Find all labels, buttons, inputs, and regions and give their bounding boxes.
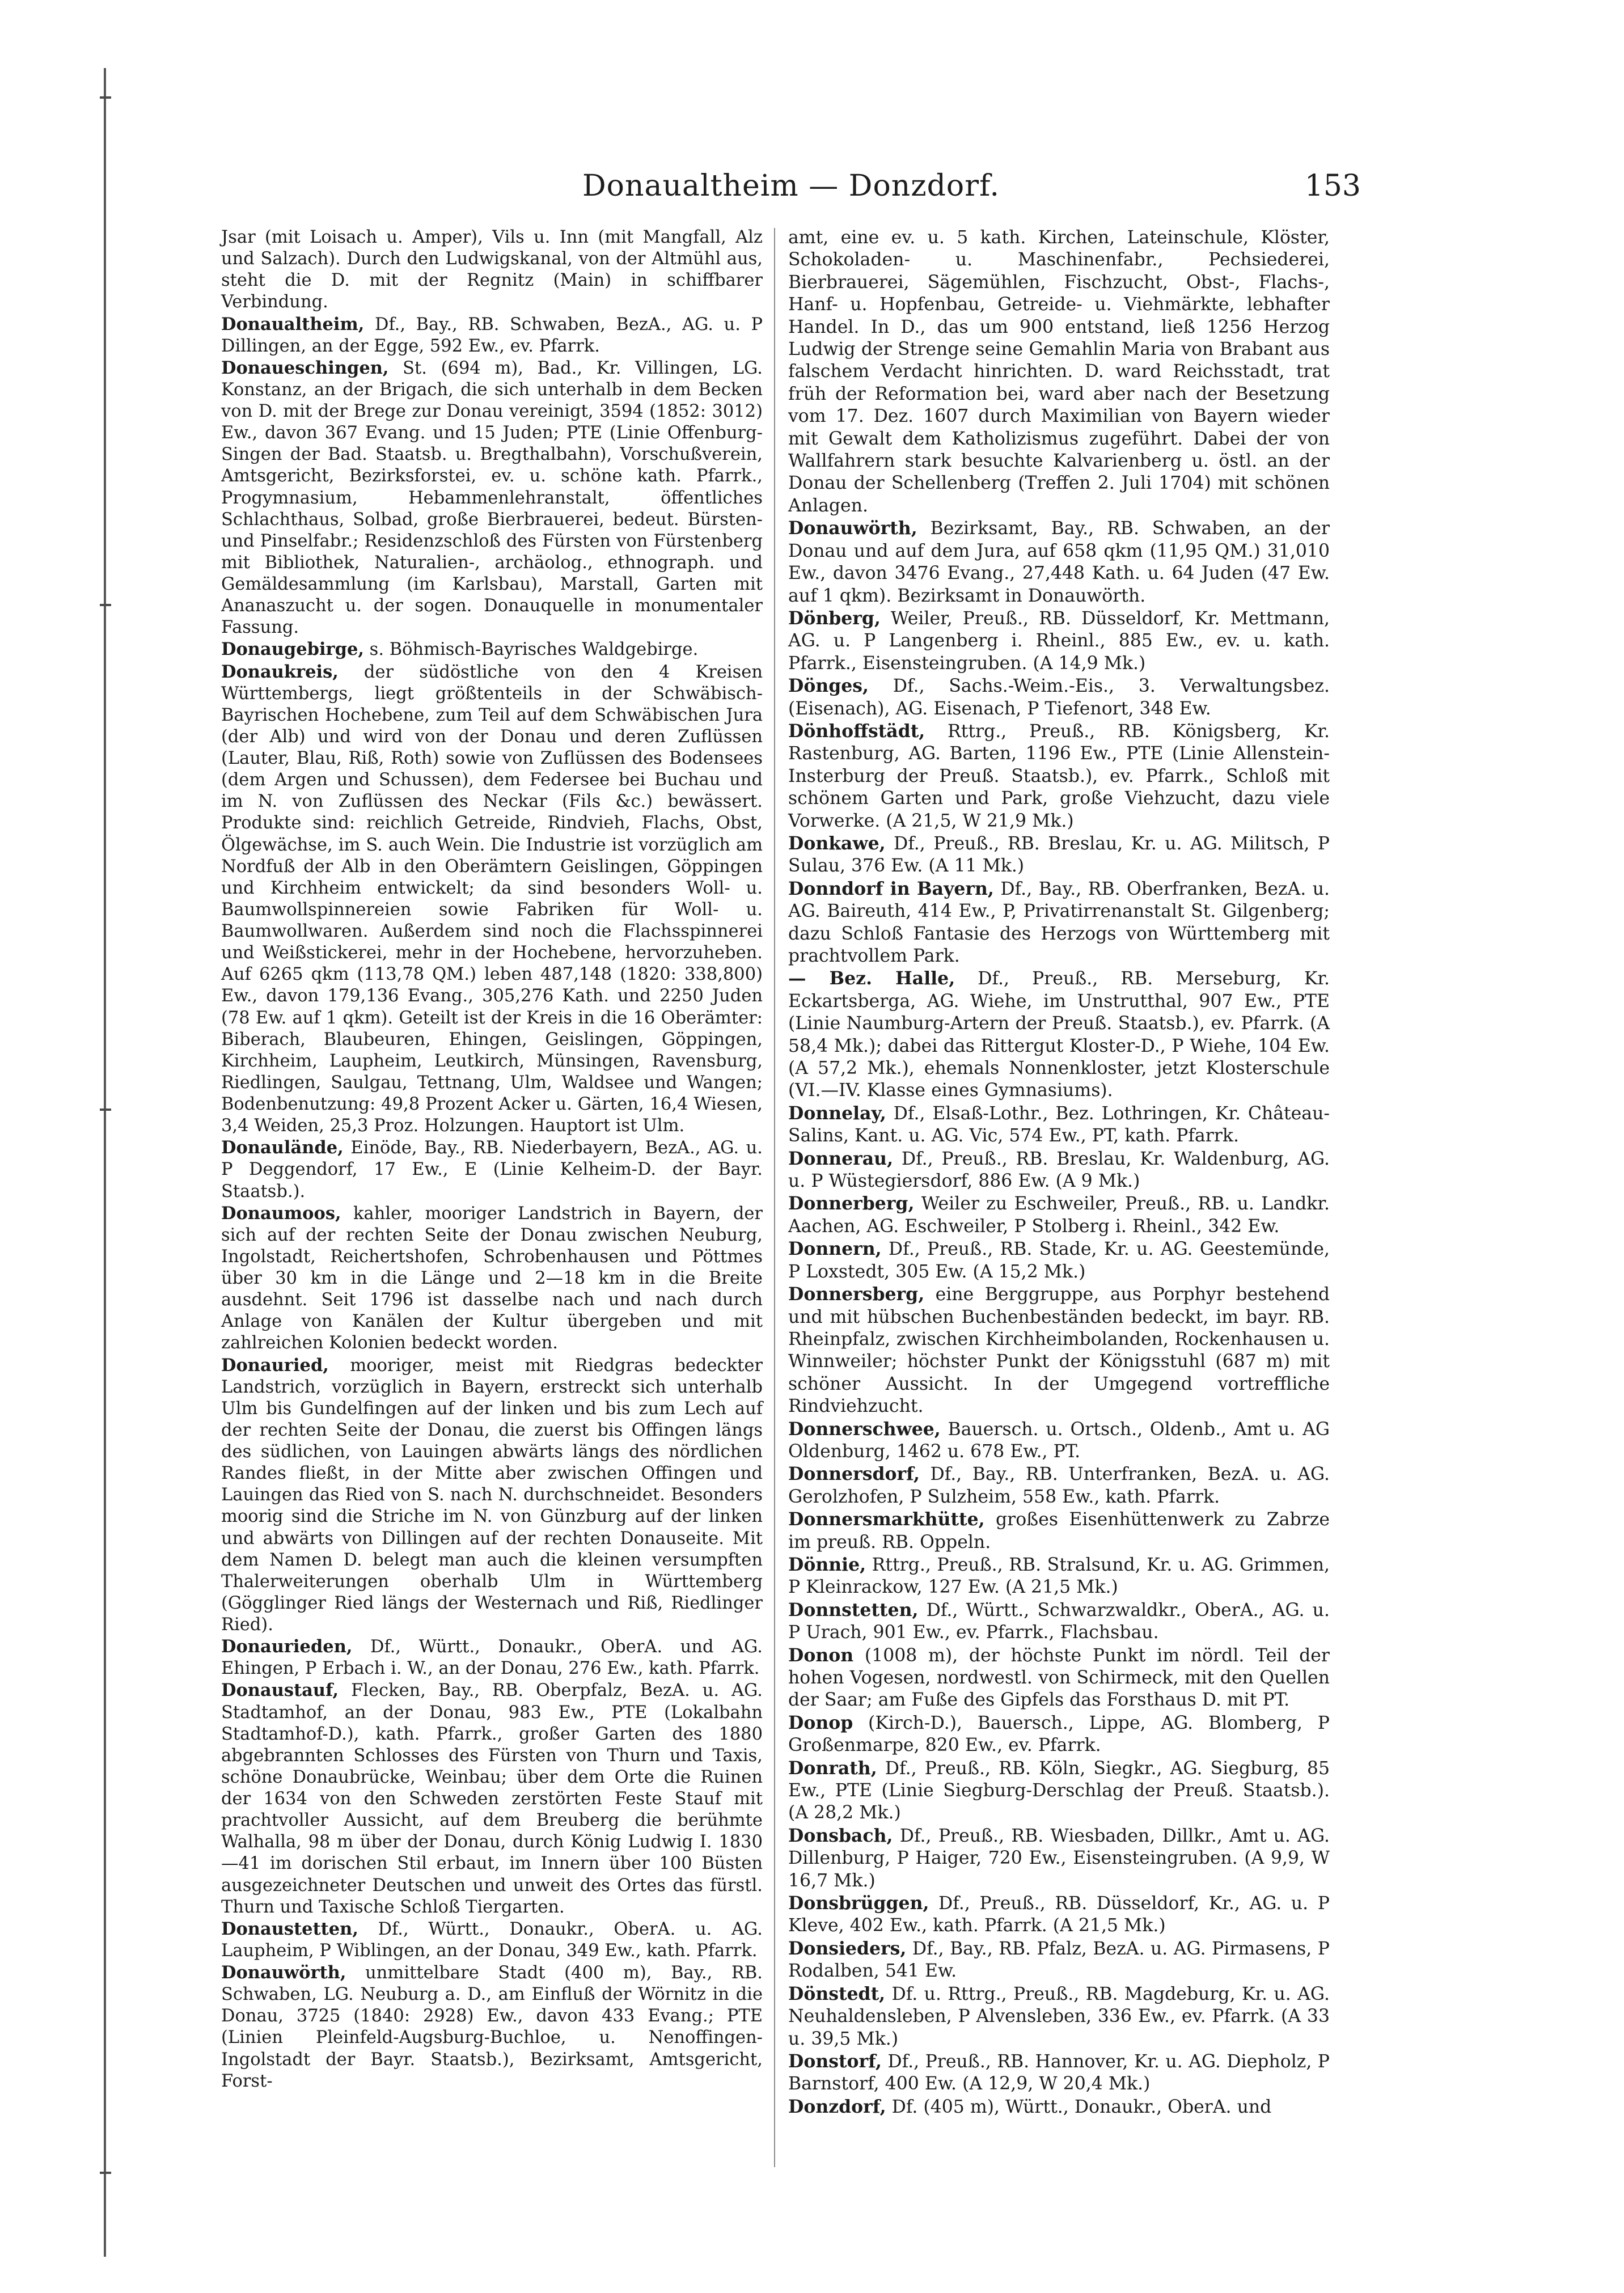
entry-headword: Donaulände, bbox=[221, 1137, 344, 1158]
entry-headword: Donnstetten, bbox=[788, 1599, 919, 1621]
dictionary-entry bbox=[788, 1418, 1330, 1463]
entry-headword: Donaualtheim, bbox=[221, 314, 365, 335]
dictionary-entry bbox=[788, 1192, 1330, 1238]
dictionary-entry bbox=[788, 1599, 1330, 1644]
entry-headword: Donnersberg, bbox=[788, 1284, 925, 1305]
entry-headword: Dönstedt, bbox=[788, 1983, 886, 2004]
entry-headword: Donaurieden, bbox=[221, 1636, 353, 1657]
page-header bbox=[221, 169, 1361, 214]
dictionary-entry bbox=[221, 1962, 763, 2092]
dictionary-entry bbox=[788, 720, 1330, 832]
dictionary-entry bbox=[788, 1283, 1330, 1418]
entry-text: St. (694 m), Bad., Kr. Villingen, LG. Konstanz, an der Brigach, die sich unterhalb in dem Becken von D. mit der Brege zur Donau vereinigt, 3594 (1852: 3012) Ew., davon 367 Evang. und 15 Juden; PTE (Linie Offenburg-Singen der Bad. Staatsb. u. Bregthalbahn), Vorschußverein, Amtsgericht, Bezirksforstei, ev. u. schöne kath. Pfarrk., Progymnasium, Hebammenlehranstalt, öffentliches Schlachthaus, Solbad, große Bierbrauerei, bedeut. Bürsten- und Pinselfabr.; Residenzschloß des Fürsten von Fürstenberg mit Bibliothek, Naturalien-, archäolog., ethnograph. und Gemäldesammlung (im Karlsbau), Marstall, Garten mit Ananaszucht u. der sogen. Donauquelle in monumentaler Fassung. bbox=[221, 358, 763, 638]
entry-text: Bezirksamt, Bay., RB. Schwaben, an der Donau und auf dem Jura, auf 658 qkm (11,95 QM.) 31,010 Ew., davon 3476 Evang., 27,448 Kath. u. 64 Juden (47 Ew. auf 1 qkm). Bezirksamt in Donauwörth. bbox=[788, 518, 1330, 606]
scan-binding-mark bbox=[100, 604, 111, 606]
entry-text: eine Berggruppe, aus Porphyr bestehend und mit hübschen Buchenbeständen bedeckt, im bayr. RB. Rheinpfalz, zwischen Kirchheimbolanden, Rockenhausen u. Winnweiler; höchster Punkt der Königsstuhl (687 m) mit schöner Aussicht. In der Umgegend vortreffliche Rindviehzucht. bbox=[788, 1284, 1330, 1417]
entry-text: Df., Bay., RB. Schwaben, BezA., AG. u. P Dillingen, an der Egge, 592 Ew., ev. Pfarrk. bbox=[221, 314, 763, 356]
entry-headword: Donnersdorf, bbox=[788, 1463, 920, 1485]
dictionary-entry bbox=[788, 1508, 1330, 1554]
entry-text: mooriger, meist mit Riedgras bedeckter Landstrich, vorzüglich in Bayern, erstreckt sich unterhalb Ulm bis Gundelfingen auf der linken und bis zum Lech auf der rechten Seite der Donau, die zuerst bis Offingen längs des südlichen, von Lauingen abwärts längs des nördlichen Randes fließt, in der Mitte aber zwischen Offingen und Lauingen das Ried von S. nach N. durchschneidet. Besonders moorig sind die Striche im N. von Günzburg auf der linken und abwärts von Dillingen auf der rechten Donauseite. Mit dem Namen D. belegt man auch die kleinen versumpften Thalerweiterungen oberhalb Ulm in Württemberg (Gögglinger Ried längs der Westernach und Riß, Riedlinger Ried). bbox=[221, 1355, 763, 1635]
dictionary-entry bbox=[788, 1937, 1330, 1983]
entry-text: Df., Elsaß-Lothr., Bez. Lothringen, Kr. Château-Salins, Kant. u. AG. Vic, 574 Ew., PT, kath. Pfarrk. bbox=[788, 1103, 1330, 1146]
page-number: 153 bbox=[1304, 169, 1361, 203]
entry-text: Df., Württ., Schwarzwaldkr., OberA., AG. u. P Urach, 901 Ew., ev. Pfarrk., Flachsbau. bbox=[788, 1600, 1330, 1643]
entry-headword: Donnerberg, bbox=[788, 1193, 915, 1215]
entry-headword: Donsbrüggen, bbox=[788, 1893, 929, 1914]
entry-headword: Donrath, bbox=[788, 1757, 877, 1779]
entry-headword: Donzdorf, bbox=[788, 2096, 886, 2117]
dictionary-entry bbox=[788, 227, 1330, 517]
entry-text: großes Eisenhüttenwerk zu Zabrze im preuß. RB. Oppeln. bbox=[788, 1509, 1330, 1552]
entry-text: amt, eine ev. u. 5 kath. Kirchen, Lateinschule, Klöster, Schokoladen- u. Maschinenfabr., Pechsiederei, Bierbrauerei, Sägemühlen, Fischzucht, Obst-, Flachs-, Hanf- u. Hopfenbau, Getreide- u. Viehmärkte, lebhafter Handel. In D., das um 900 entstand, ließ 1256 Herzog Ludwig der Strenge seine Gemahlin Maria von Brabant aus falschem Verdacht hinrichten. D. ward Reichsstadt, trat früh der Reformation bei, ward aber nach der Besetzung vom 17. Dez. 1607 durch Maximilian von Bayern wieder mit Gewalt dem Katholizismus zugeführt. Dabei der von Wallfahrern stark besuchte Kalvarienberg u. östl. an der Donau der Schellenberg (Treffen 2. Juli 1704) mit schönen Anlagen. bbox=[788, 227, 1330, 516]
entry-text: Df. u. Rttrg., Preuß., RB. Magdeburg, Kr. u. AG. Neuhaldensleben, P Alvensleben, 336 Ew., ev. Pfarrk. (A 33 u. 39,5 Mk.) bbox=[788, 1983, 1330, 2049]
entry-text: Flecken, Bay., RB. Oberpfalz, BezA. u. AG. Stadtamhof, an der Donau, 983 Ew., PTE (Lokalbahn Stadtamhof-D.), kath. Pfarrk., großer Garten des 1880 abgebrannten Schlosses des Fürsten von Thurn und Taxis, schöne Donaubrücke, Weinbau; über dem Orte die Ruinen der 1634 von den Schweden zerstörten Feste Stauf mit prachtvoller Aussicht, auf dem Breuberg die berühmte Walhalla, 98 m über der Donau, durch König Ludwig I. 1830—41 im dorischen Stil erbaut, im Innern über 100 Büsten ausgezeichneter Deutschen und unweit des Ortes das fürstl. Thurn und Taxische Schloß Tiergarten. bbox=[221, 1681, 763, 1917]
entry-text: Df., Preuß., RB. Hannover, Kr. u. AG. Diepholz, P Barnstorf, 400 Ew. (A 12,9, W 20,4 Mk.) bbox=[788, 2051, 1330, 2095]
dictionary-entry bbox=[788, 1148, 1330, 1193]
entry-text: Df., Sachs.-Weim.-Eis., 3. Verwaltungsbez. (Eisenach), AG. Eisenach, P Tiefenort, 348 Ew. bbox=[788, 676, 1330, 719]
entry-text: unmittelbare Stadt (400 m), Bay., RB. Schwaben, LG. Neuburg a. D., am Einfluß der Wörnitz in die Donau, 3725 (1840: 2928) Ew., davon 433 Evang.; PTE (Linien Pleinfeld-Augsburg-Buchloe, u. Nenoffingen-Ingolstadt der Bayr. Staatsb.), Bezirksamt, Amtsgericht, Forst- bbox=[221, 1963, 763, 2091]
entry-headword: Donaustauf, bbox=[221, 1680, 339, 1701]
entry-text: Df., Württ., Donaukr., OberA. und AG. Ehingen, P Erbach i. W., an der Donau, 276 Ew., kath. Pfarrk. bbox=[221, 1637, 763, 1679]
dictionary-entry bbox=[221, 1636, 763, 1679]
dictionary-entry bbox=[788, 967, 1330, 1102]
entry-text: Df., Württ., Donaukr., OberA. u. AG. Laupheim, P Wiblingen, an der Donau, 349 Ew., kath. Pfarrk. bbox=[221, 1919, 763, 1961]
entry-headword: Donsieders, bbox=[788, 1937, 907, 1959]
dictionary-entry bbox=[221, 357, 763, 639]
dictionary-entry bbox=[221, 638, 763, 661]
entry-headword: Donauried, bbox=[221, 1355, 329, 1376]
entry-text: Einöde, Bay., RB. Niederbayern, BezA., AG. u. P Deggendorf, 17 Ew., E (Linie Kelheim-D. der Bayr. Staatsb.). bbox=[221, 1138, 763, 1202]
entry-headword: Donauwörth, bbox=[788, 518, 917, 539]
dictionary-entry bbox=[788, 1892, 1330, 1937]
entry-text: Bauersch. u. Ortsch., Oldenb., Amt u. AG Oldenburg, 1462 u. 678 Ew., PT. bbox=[788, 1419, 1330, 1462]
entry-headword: Dönhoffstädt, bbox=[788, 720, 925, 742]
scan-binding-edge bbox=[104, 68, 106, 2257]
entry-text: Df., Bay., RB. Oberfranken, BezA. u. AG. Baireuth, 414 Ew., P, Privatirrenanstalt St. Gilgenberg; dazu Schloß Fantasie des Herzogs von Württemberg mit prachtvollem Park. bbox=[788, 878, 1330, 966]
entry-headword: Donauwörth, bbox=[221, 1962, 346, 1983]
entry-headword: Donaustetten, bbox=[221, 1918, 358, 1939]
dictionary-entry bbox=[221, 661, 763, 1137]
entry-text: Df., Preuß., RB. Breslau, Kr. u. AG. Militsch, P Sulau, 376 Ew. (A 11 Mk.) bbox=[788, 833, 1330, 877]
entry-text: (1008 m), der höchste Punkt im nördl. Teil der hohen Vogesen, nordwestl. von Schirmeck, mit den Quellen der Saar; am Fuße des Gipfels das Forsthaus D. mit PT. bbox=[788, 1645, 1330, 1711]
dictionary-entry bbox=[788, 517, 1330, 607]
scan-binding-mark bbox=[100, 96, 111, 99]
dictionary-entry bbox=[788, 878, 1330, 968]
dictionary-entry bbox=[788, 1825, 1330, 1892]
dictionary-entry bbox=[788, 832, 1330, 878]
dictionary-entry bbox=[788, 675, 1330, 720]
entry-text: Df., Preuß., RB. Merseburg, Kr. Eckartsberga, AG. Wiehe, im Unstrutthal, 907 Ew., PTE (Linie Naumburg-Artern der Preuß. Staatsb.), ev. Pfarrk. (A 58,4 Mk.); dabei das Rittergut Kloster-D., P Wiehe, 104 Ew. (A 57,2 Mk.), ehemals Nonnenkloster, jetzt Klosterschule (VI.—IV. Klasse eines Gymnasiums). bbox=[788, 968, 1330, 1101]
entry-text: Df., Preuß., RB. Breslau, Kr. Waldenburg, AG. u. P Wüstegiersdorf, 886 Ew. (A 9 Mk.) bbox=[788, 1148, 1330, 1192]
entry-text: Df., Preuß., RB. Stade, Kr. u. AG. Geestemünde, P Loxstedt, 305 Ew. (A 15,2 Mk.) bbox=[788, 1239, 1330, 1282]
entry-headword: Dönberg, bbox=[788, 607, 881, 629]
entry-text: Jsar (mit Loisach u. Amper), Vils u. Inn (mit Mangfall, Alz und Salzach). Durch den Ludwigskanal, von der Altmühl aus, steht die D. mit der Regnitz (Main) in schiffbarer Verbindung. bbox=[221, 227, 763, 312]
entry-headword: Donkawe, bbox=[788, 832, 886, 854]
dictionary-entry bbox=[788, 1102, 1330, 1148]
entry-headword: Donstorf, bbox=[788, 2050, 882, 2072]
dictionary-entry bbox=[221, 1203, 763, 1355]
dictionary-entry bbox=[221, 1137, 763, 1202]
entry-text: Weiler, Preuß., RB. Düsseldorf, Kr. Mettmann, AG. u. P Langenberg i. Rheinl., 885 Ew., ev. u. kath. Pfarrk., Eisensteingruben. (A 14,9 Mk.) bbox=[788, 608, 1330, 674]
entry-text: kahler, mooriger Landstrich in Bayern, der sich auf der rechten Seite der Donau zwischen Neuburg, Ingolstadt, Reichertshofen, Schrobenhausen und Pöttmes über 30 km in die Länge und 2—18 km in die Breite ausdehnt. Seit 1796 ist dasselbe nach und nach durch Anlage von Kanälen der Kultur übergeben und mit zahlreichen Kolonien bedeckt worden. bbox=[221, 1203, 763, 1353]
entry-headword: Donaukreis, bbox=[221, 661, 339, 682]
entry-text: Df., Bay., RB. Unterfranken, BezA. u. AG. Gerolzhofen, P Sulzheim, 558 Ew., kath. Pfarrk. bbox=[788, 1464, 1330, 1507]
entry-headword: Donop bbox=[788, 1712, 853, 1733]
entry-text: Rttrg., Preuß., RB. Stralsund, Kr. u. AG. Grimmen, P Kleinrackow, 127 Ew. (A 21,5 Mk.) bbox=[788, 1554, 1330, 1598]
dictionary-entry bbox=[221, 1355, 763, 1636]
column-rule bbox=[774, 228, 775, 2167]
entry-headword: — Bez. Halle, bbox=[788, 968, 955, 989]
entry-headword: Donaugebirge, bbox=[221, 639, 364, 660]
entry-headword: Donnersmarkhütte, bbox=[788, 1509, 985, 1530]
dictionary-entry bbox=[221, 314, 763, 357]
entry-headword: Donnerschwee, bbox=[788, 1418, 941, 1440]
dictionary-entry bbox=[788, 607, 1330, 675]
dictionary-entry bbox=[788, 1644, 1330, 1712]
entry-headword: Dönges, bbox=[788, 675, 869, 697]
dictionary-entry bbox=[788, 1463, 1330, 1508]
right-column bbox=[788, 227, 1330, 2118]
entry-headword: Donaumoos, bbox=[221, 1203, 341, 1224]
dictionary-entry bbox=[788, 1712, 1330, 1757]
entry-headword: Donnern, bbox=[788, 1238, 882, 1260]
running-head: Donaualtheim — Donzdorf. bbox=[582, 169, 1000, 203]
dictionary-entry bbox=[788, 2096, 1330, 2118]
dictionary-entry bbox=[221, 227, 763, 314]
entry-headword: Donsbach, bbox=[788, 1825, 893, 1846]
entry-text: (Kirch-D.), Bauersch., Lippe, AG. Blomberg, P Großenmarpe, 820 Ew., ev. Pfarrk. bbox=[788, 1712, 1330, 1756]
entry-text: Df. (405 m), Württ., Donaukr., OberA. und bbox=[886, 2096, 1272, 2117]
dictionary-entry bbox=[788, 1983, 1330, 2050]
entry-headword: Donnerau, bbox=[788, 1148, 894, 1169]
entry-headword: Donon bbox=[788, 1644, 854, 1666]
dictionary-entry bbox=[788, 1554, 1330, 1599]
entry-text: Rttrg., Preuß., RB. Königsberg, Kr. Rastenburg, AG. Barten, 1196 Ew., PTE (Linie Allenstein-Insterburg der Preuß. Staatsb.), ev. Pfarrk., Schloß mit schönem Garten und Park, große Viehzucht, dazu viele Vorwerke. (A 21,5, W 21,9 Mk.) bbox=[788, 721, 1330, 831]
entry-text: Df., Preuß., RB. Wiesbaden, Dillkr., Amt u. AG. Dillenburg, P Haiger, 720 Ew., Eisensteingruben. (A 9,9, W 16,7 Mk.) bbox=[788, 1825, 1330, 1891]
dictionary-entry bbox=[788, 2050, 1330, 2096]
dictionary-entry bbox=[221, 1918, 763, 1962]
entry-text: Weiler zu Eschweiler, Preuß., RB. u. Landkr. Aachen, AG. Eschweiler, P Stolberg i. Rheinl., 342 Ew. bbox=[788, 1194, 1330, 1237]
scan-binding-mark bbox=[100, 1109, 111, 1111]
scan-binding-mark bbox=[100, 2172, 111, 2174]
entry-text: s. Böhmisch-Bayrisches Waldgebirge. bbox=[363, 640, 699, 660]
entry-text: der südöstliche von den 4 Kreisen Württembergs, liegt größtenteils in der Schwäbisch-Bayrischen Hochebene, zum Teil auf dem Schwäbischen Jura (der Alb) und wird von der Donau und deren Zuflüssen (Lauter, Blau, Riß, Roth) sowie von Zuflüssen des Bodensees (dem Argen und Schussen), dem Federsee bei Buchau und im N. von Zuflüssen des Neckar (Fils &c.) bewässert. Produkte sind: reichlich Getreide, Rindvieh, Flachs, Obst, Ölgewächse, im S. auch Wein. Die Industrie ist vorzüglich am Nordfuß der Alb in den Oberämtern Geislingen, Göppingen und Kirchheim entwickelt; da sind besonders Woll- u. Baumwollspinnereien sowie Fabriken für Woll- u. Baumwollwaren. Außerdem sind noch die Flachsspinnerei und Weißstickerei, mehr in der Hochebene, hervorzuheben. Auf 6265 qkm (113,78 QM.) leben 487,148 (1820: 338,800) Ew., davon 179,136 Evang., 305,276 Kath. und 2250 Juden (78 Ew. auf 1 qkm). Geteilt ist der Kreis in die 16 Oberämter: Biberach, Blaubeuren, Ehingen, Geislingen, Göppingen, Kirchheim, Laupheim, Leutkirch, Münsingen, Ravensburg, Riedlingen, Saulgau, Tettnang, Ulm, Waldsee und Wangen; Bodenbenutzung: 49,8 Prozent Acker u. Gärten, 16,4 Wiesen, 3,4 Weiden, 25,3 Proz. Holzungen. Hauptort ist Ulm. bbox=[221, 662, 763, 1136]
entry-headword: Donndorf in Bayern, bbox=[788, 878, 994, 899]
dictionary-entry bbox=[788, 1757, 1330, 1825]
dictionary-entry bbox=[788, 1238, 1330, 1283]
entry-headword: Donnelay, bbox=[788, 1102, 886, 1124]
entry-headword: Donaueschingen, bbox=[221, 357, 389, 378]
entry-text: Df., Preuß., RB. Düsseldorf, Kr., AG. u. P Kleve, 402 Ew., kath. Pfarrk. (A 21,5 Mk.) bbox=[788, 1893, 1330, 1936]
entry-text: Df., Bay., RB. Pfalz, BezA. u. AG. Pirmasens, P Rodalben, 541 Ew. bbox=[788, 1938, 1330, 1982]
dictionary-entry bbox=[221, 1679, 763, 1918]
entry-headword: Dönnie, bbox=[788, 1554, 866, 1575]
left-column bbox=[221, 227, 763, 2092]
entry-text: Df., Preuß., RB. Köln, Siegkr., AG. Siegburg, 85 Ew., PTE (Linie Siegburg-Derschlag der Preuß. Staatsb.). (A 28,2 Mk.) bbox=[788, 1758, 1330, 1824]
